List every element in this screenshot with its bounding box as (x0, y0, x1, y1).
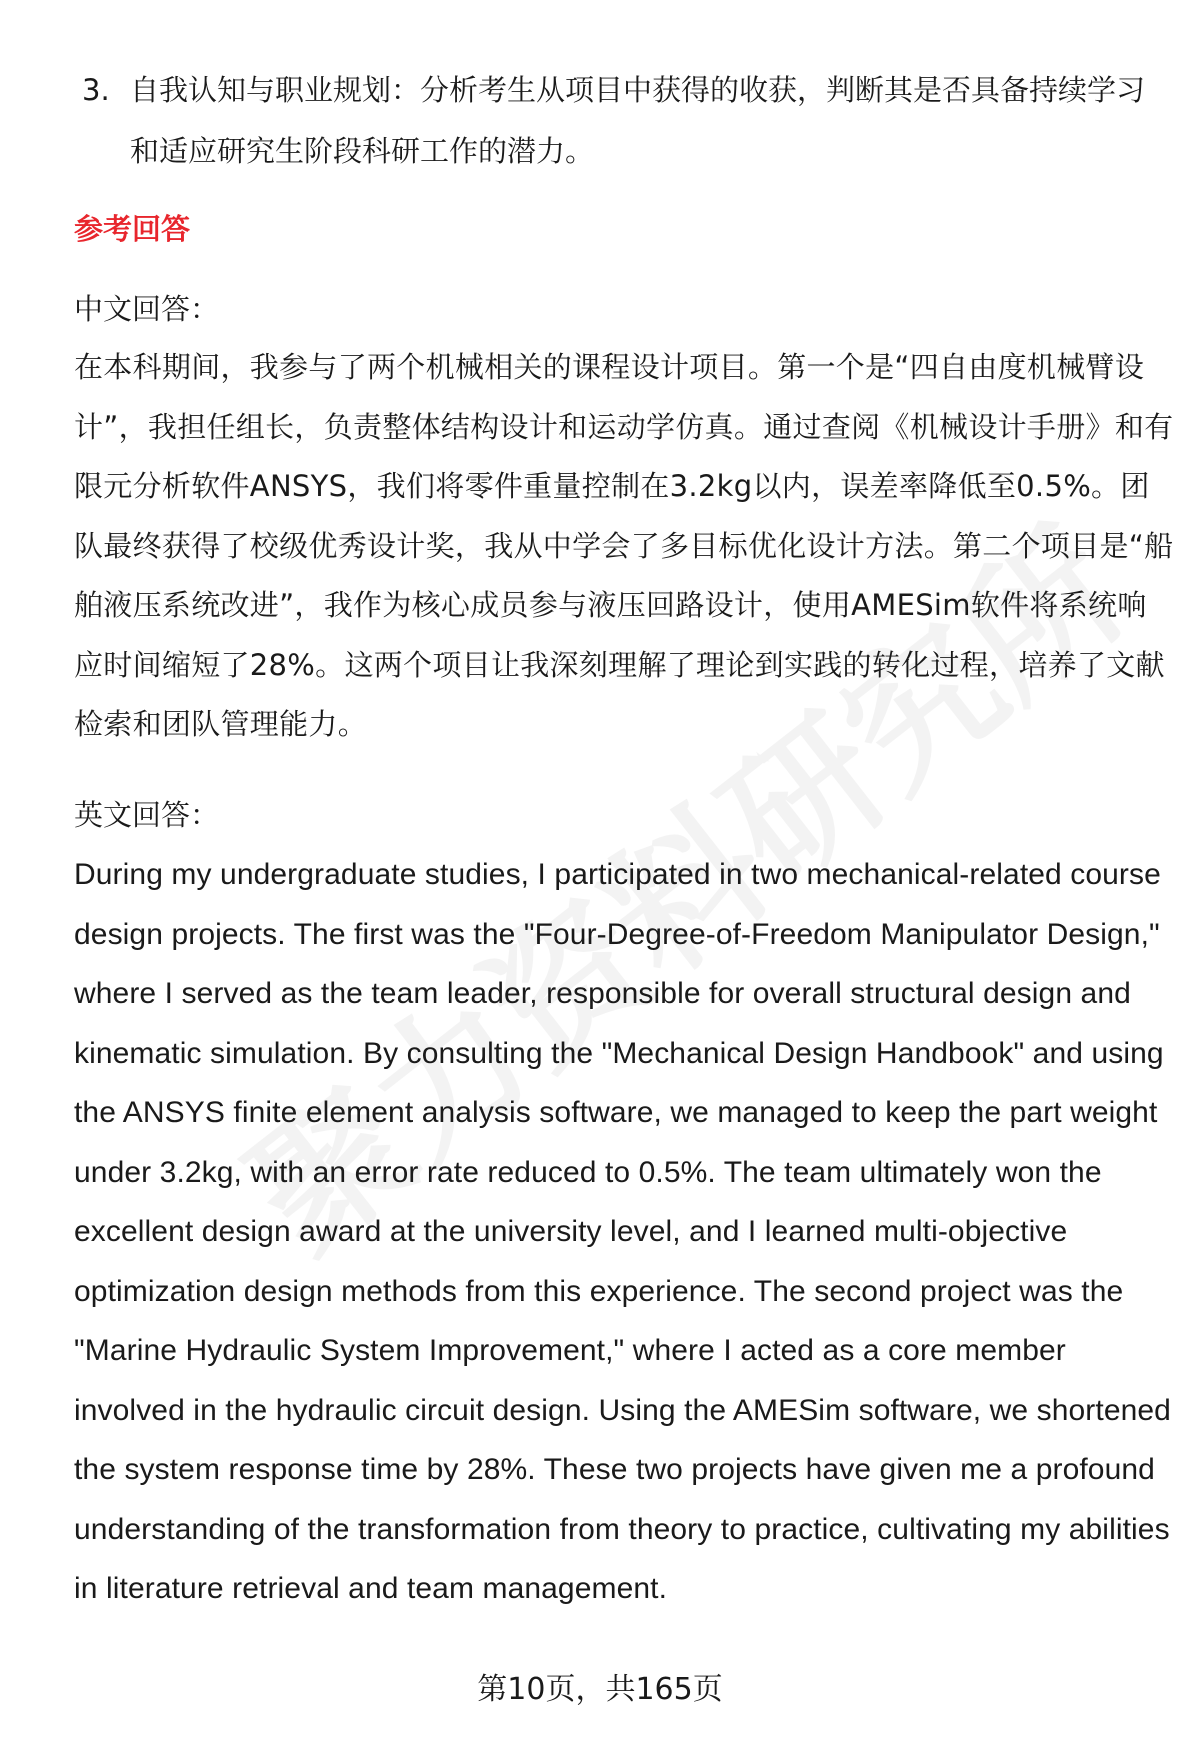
chinese-answer-body: 在本科期间，我参与了两个机械相关的课程设计项目。第一个是“四自由度机械臂设计”，我担任组长，负责整体结构设计和运动学仿真。通过查阅《机械设计手册》和有限元分析软件ANSYS，我们将零件重量控制在3.2kg以内，误差率降低至0.5%。团队最终获得了校级优秀设计奖，我从中学会了多目标优化设计方法。第二个项目是“船舶液压系统改进”，我作为核心成员参与液压回路设计，使用AMESim软件将系统响应时间缩短了28%。这两个项目让我深刻理解了理论到实践的转化过程，培养了文献检索和团队管理能力。 (74, 350, 1174, 741)
list-item-3 (82, 60, 1162, 182)
reference-answer-heading: 参考回答 (74, 212, 191, 246)
list-item-number: 3. (82, 73, 110, 107)
page-footer: 第10页，共165页 (477, 1672, 723, 1707)
chinese-answer-label: 中文回答： (74, 292, 220, 326)
list-item-text: 自我认知与职业规划：分析考生从项目中获得的收获，判断其是否具备持续学习和适应研究生阶段科研工作的潜力。 (130, 73, 1146, 168)
english-answer-label: 英文回答： (74, 798, 220, 832)
english-answer-body: During my undergraduate studies, I participated in two mechanical-related course design projects. The first was the "Four-Degree-of-Freedom Manipulator Design," where I served as the team leader, responsible for overall structural design and kinematic simulation. By consulting the "Mechanical Design Handbook" and using the ANSYS finite element analysis software, we managed to keep the part weight under 3.2kg, with an error rate reduced to 0.5%. The team ultimately won the excellent design award at the university level, and I learned multi-objective optimization design methods from this experience. The second project was the "Marine Hydraulic System Improvement," where I acted as a core member involved in the hydraulic circuit design. Using the AMESim software, we shortened the system response time by 28%. These two projects have given me a profound understanding of the transformation from theory to practice, cultivating my abilities in literature retrieval and team management. (74, 858, 1171, 1605)
